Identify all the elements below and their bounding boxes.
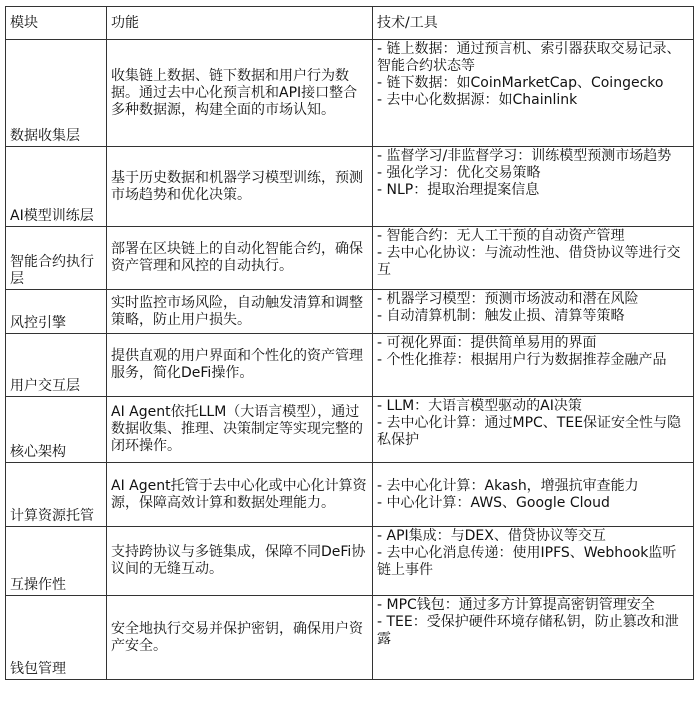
table-row bbox=[6, 397, 694, 463]
tech-cell bbox=[373, 527, 694, 596]
module-cell: 钱包管理 bbox=[6, 596, 107, 680]
tech-item: - 链下数据：如CoinMarketCap、Coingecko bbox=[377, 75, 664, 91]
module-cell: 用户交互层 bbox=[6, 334, 107, 397]
tech-item: - 中心化计算：AWS、Google Cloud bbox=[377, 494, 610, 511]
function-cell: 提供直观的用户界面和个性化的资产管理服务，简化DeFi操作。 bbox=[107, 334, 373, 397]
tech-item: - NLP：提取治理提案信息 bbox=[377, 182, 540, 198]
tech-item: - 去中心化协议：与流动性池、借贷协议等进行交互 bbox=[377, 245, 681, 278]
tech-item: - 强化学习：优化交易策略 bbox=[377, 165, 541, 181]
tech-item: - 链上数据：通过预言机、索引器获取交易记录、智能合约状态等 bbox=[377, 41, 681, 74]
module-cell: 核心架构 bbox=[6, 397, 107, 463]
function-cell: 安全地执行交易并保护密钥，确保用户资产安全。 bbox=[107, 596, 373, 680]
module-cell: 智能合约执行层 bbox=[6, 227, 107, 290]
tech-cell bbox=[373, 227, 694, 290]
tech-cell bbox=[373, 334, 694, 397]
function-cell: AI Agent依托LLM（大语言模型），通过数据收集、推理、决策制定等实现完整的闭环操作。 bbox=[107, 397, 373, 463]
table-row bbox=[6, 290, 694, 334]
tech-item: - TEE：受保护硬件环境存储私钥，防止篡改和泄露 bbox=[377, 614, 679, 647]
tech-item: - API集成：与DEX、借贷协议等交互 bbox=[377, 528, 606, 544]
module-cell: 计算资源托管 bbox=[6, 463, 107, 527]
tech-cell bbox=[373, 397, 694, 463]
tech-cell bbox=[373, 40, 694, 147]
tech-item: - 去中心化计算：Akash，增强抗审查能力 bbox=[377, 477, 639, 494]
function-cell: 部署在区块链上的自动化智能合约，确保资产管理和风控的自动执行。 bbox=[107, 227, 373, 290]
header-function: 功能 bbox=[107, 7, 373, 40]
header-module: 模块 bbox=[6, 7, 107, 40]
function-cell: AI Agent托管于去中心化或中心化计算资源，保障高效计算和数据处理能力。 bbox=[107, 463, 373, 527]
module-cell: 数据收集层 bbox=[6, 40, 107, 147]
table-row bbox=[6, 147, 694, 227]
header-row bbox=[6, 7, 694, 40]
tech-cell bbox=[373, 463, 694, 527]
tech-item: - 去中心化消息传递：使用IPFS、Webhook监听链上事件 bbox=[377, 545, 677, 578]
header-tech: 技术/工具 bbox=[373, 7, 694, 40]
tech-item: - LLM：大语言模型驱动的AI决策 bbox=[377, 398, 582, 414]
tech-item: - 可视化界面：提供简单易用的界面 bbox=[377, 335, 597, 351]
tech-cell bbox=[373, 290, 694, 334]
tech-item: - 自动清算机制：触发止损、清算等策略 bbox=[377, 308, 625, 324]
module-table bbox=[5, 6, 694, 680]
tech-item: - 去中心化计算：通过MPC、TEE保证安全性与隐私保护 bbox=[377, 415, 682, 448]
tech-item: - MPC钱包：通过多方计算提高密钥管理安全 bbox=[377, 597, 655, 613]
tech-item: - 机器学习模型：预测市场波动和潜在风险 bbox=[377, 291, 639, 307]
table-row bbox=[6, 463, 694, 527]
tech-cell bbox=[373, 147, 694, 227]
function-cell: 支持跨协议与多链集成，保障不同DeFi协议间的无缝互动。 bbox=[107, 527, 373, 596]
table-row bbox=[6, 40, 694, 147]
table-row bbox=[6, 334, 694, 397]
tech-item: - 个性化推荐：根据用户行为数据推荐金融产品 bbox=[377, 352, 667, 368]
tech-item: - 智能合约：无人工干预的自动资产管理 bbox=[377, 228, 625, 244]
module-cell: 互操作性 bbox=[6, 527, 107, 596]
table-row bbox=[6, 527, 694, 596]
function-cell: 实时监控市场风险，自动触发清算和调整策略，防止用户损失。 bbox=[107, 290, 373, 334]
module-cell: AI模型训练层 bbox=[6, 147, 107, 227]
module-cell: 风控引擎 bbox=[6, 290, 107, 334]
table-row bbox=[6, 596, 694, 680]
tech-item: - 去中心化数据源：如Chainlink bbox=[377, 92, 578, 108]
function-cell: 基于历史数据和机器学习模型训练，预测市场趋势和优化决策。 bbox=[107, 147, 373, 227]
table-row bbox=[6, 227, 694, 290]
function-cell: 收集链上数据、链下数据和用户行为数据。通过去中心化预言机和API接口整合多种数据源，构建全面的市场认知。 bbox=[107, 40, 373, 147]
tech-cell bbox=[373, 596, 694, 680]
tech-item: - 监督学习/非监督学习：训练模型预测市场趋势 bbox=[377, 148, 672, 164]
